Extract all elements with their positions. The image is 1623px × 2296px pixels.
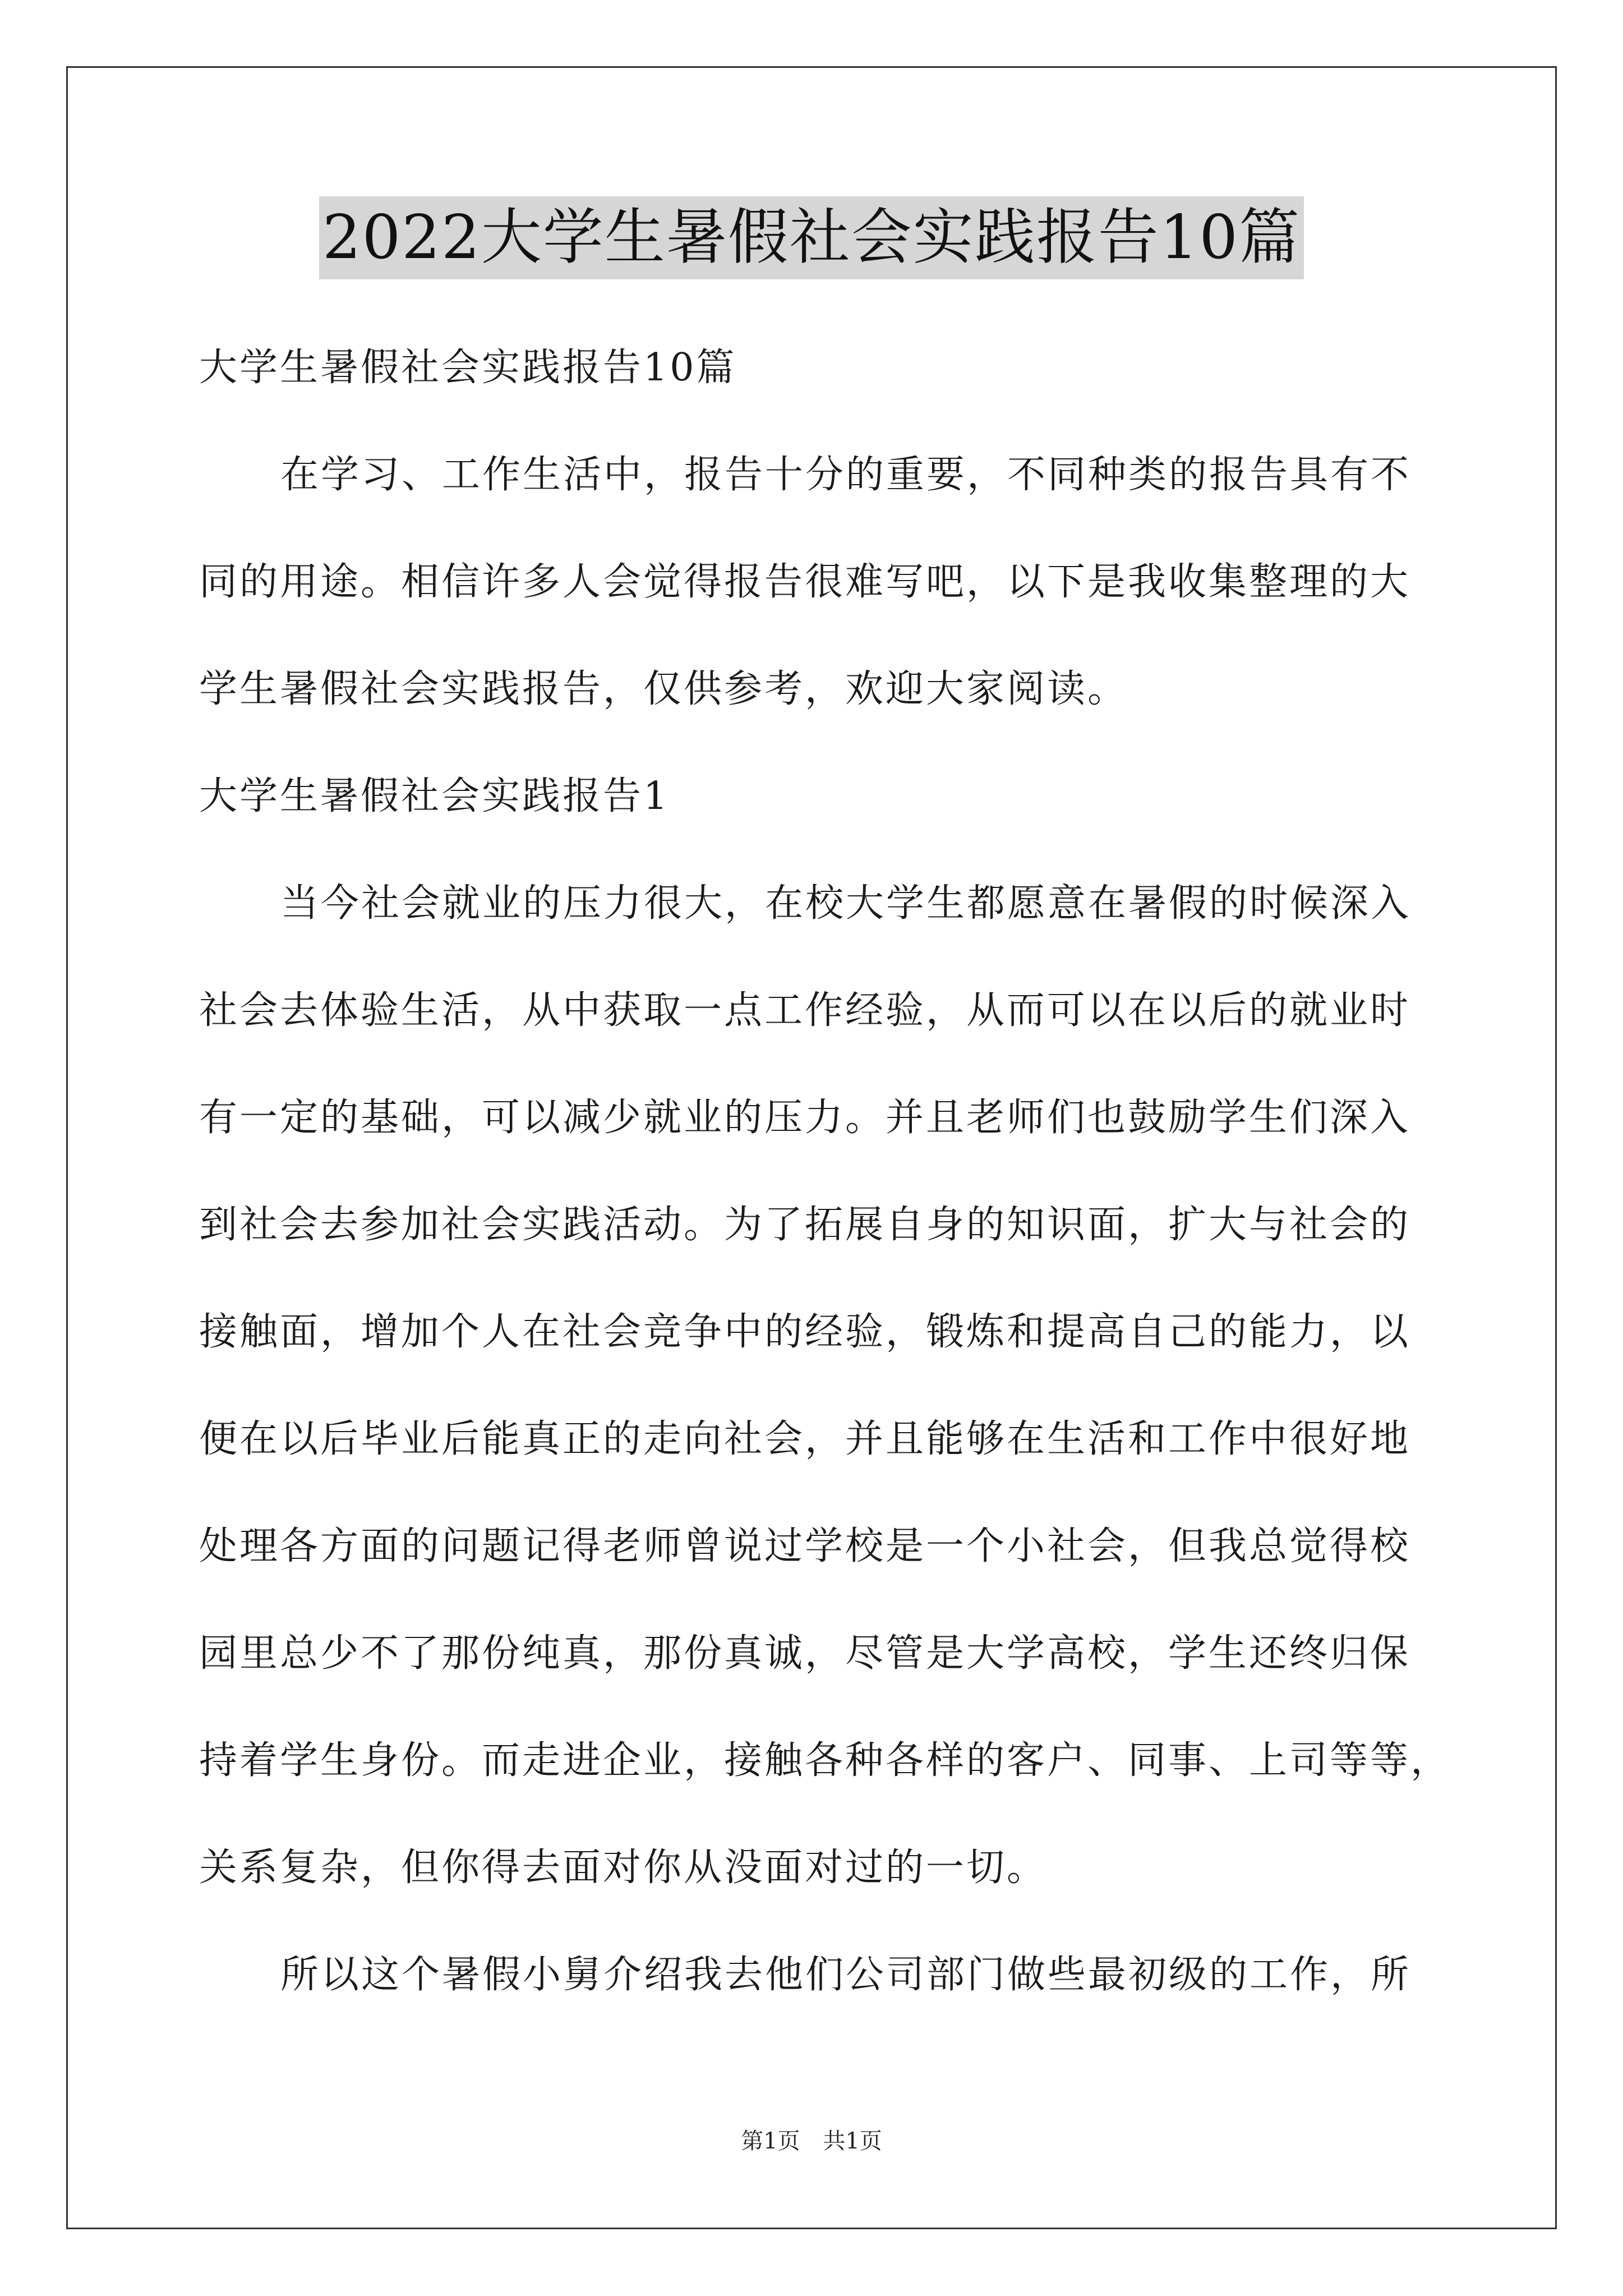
document-body [199,314,1451,2028]
subtitle-line: 大学生暑假社会实践报告10篇 [199,346,737,390]
paragraph-line: 到社会去参加社会实践活动。为了拓展自身的知识面，扩大与社会的 [199,1203,1411,1247]
page-number: 第1页 [741,2128,800,2154]
paragraph-line: 同的用途。相信许多人会觉得报告很难写吧，以下是我收集整理的大 [199,560,1411,604]
paragraph-line: 接触面，增加个人在社会竞争中的经验，锻炼和提高自己的能力，以 [199,1310,1411,1354]
paragraph-line: 社会去体验生活，从中获取一点工作经验，从而可以在以后的就业时 [199,988,1411,1033]
paragraph-line: 所以这个暑假小舅介绍我去他们公司部门做些最初级的工作，所 [280,1953,1412,1997]
page-total: 共1页 [823,2128,882,2154]
paragraph-line: 有一定的基础，可以减少就业的压力。并且老师们也鼓励学生们深入 [199,1096,1411,1140]
paragraph-line: 便在以后毕业后能真正的走向社会，并且能够在生活和工作中很好地 [199,1417,1411,1461]
paragraph-line: 持着学生身份。而走进企业，接触各种各样的客户、同事、上司等等， [199,1738,1451,1783]
page-footer [0,2123,1623,2155]
document-title: 2022大学生暑假社会实践报告10篇 [319,196,1304,279]
paragraph-line: 园里总少不了那份纯真，那份真诚，尽管是大学高校，学生还终归保 [199,1631,1411,1676]
paragraph-line: 关系复杂，但你得去面对你从没面对过的一切。 [199,1846,1048,1890]
paragraph-line: 处理各方面的问题记得老师曾说过学校是一个小社会，但我总觉得校 [199,1524,1411,1568]
paragraph-line: 在学习、工作生活中，报告十分的重要，不同种类的报告具有不 [280,453,1412,497]
section-heading: 大学生暑假社会实践报告1 [199,774,670,818]
paragraph-line: 学生暑假社会实践报告，仅供参考，欢迎大家阅读。 [199,667,1128,711]
title-container [0,196,1623,279]
paragraph-line: 当今社会就业的压力很大，在校大学生都愿意在暑假的时候深入 [280,881,1412,926]
